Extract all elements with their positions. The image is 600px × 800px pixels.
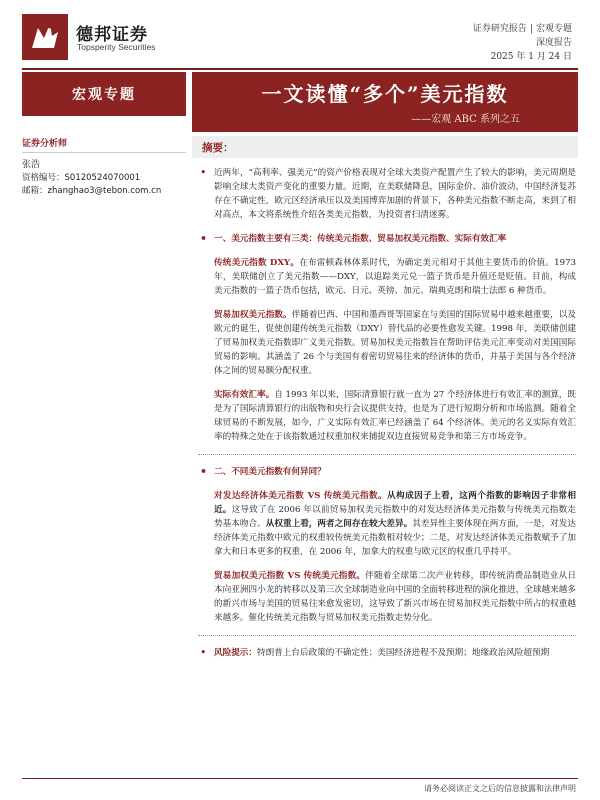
cert-label: 资格编号： <box>22 173 65 183</box>
email-value[interactable]: zhanghao3@tebon.com.cn <box>47 186 162 196</box>
logo-name-en: Topsperity Securities <box>77 42 156 52</box>
advanced-vs-dxy-tail: 其差异性主要体现在两方面，一是，对发达经济体美元指数中欧元的权重较传统美元指数相对较少；二是，对发达经济体美元指数赋予了加拿大和日本更多的权重，在 2006 年，加拿大的权重与欧元区的权重几乎持平。 <box>214 519 576 557</box>
advanced-vs-dxy-paragraph <box>198 489 576 559</box>
advanced-vs-dxy-bold: 从构成因子上看，这两个指数的影响因子非常相近。 <box>214 491 576 515</box>
divider <box>198 635 576 636</box>
trade-vs-dxy-paragraph <box>198 569 576 625</box>
intro-paragraph <box>198 166 576 222</box>
advanced-vs-dxy-bold2: 从权重上看，两者之间存在较大差异。 <box>265 519 413 529</box>
abstract-content <box>198 166 576 660</box>
trade-weighted-body: 伴随着巴西、中国和墨西哥等国家在与美国的国际贸易中越来越重要，以及欧元的诞生，促使创建传统美元指数（DXY）替代品的必要性愈发关键。1998 年，美联储创建了贸易加权美元指数即广义美元指数。贸易加权美元指数旨在帮助评估美元汇率变动对美国国际贸易的影响。其涵盖了 26 个与美国有着密切贸易往来的经济体的货币，并基于美国与各个经济体之间的贸易额分配权重。 <box>214 310 576 376</box>
section-1-heading: • 一、美元指数主要有三类：传统美元指数、贸易加权美元指数、实际有效汇率 <box>200 232 507 245</box>
dxy-lead: 传统美元指数 DXY。 <box>214 258 300 268</box>
header-rule <box>22 68 578 70</box>
report-category: 宏观专题 <box>535 24 572 34</box>
trade-vs-dxy-body: 伴随着全球第二次产业转移，即传统消费品制造业从日本向亚洲四小龙的转移以及第三次全球制造业向中国的全面转移进程的演化推进，全球越来越多的新兴市场与美国的贸易往来愈发密切，这导致了新兴市场在贸易加权美元指数中所占的权重越来越多。催化传统美元指数与贸易加权美元指数走势分化。 <box>214 571 576 623</box>
report-meta <box>473 22 572 64</box>
page-title: 一文读懂“多个”美元指数 <box>261 82 509 106</box>
abstract-bar <box>192 136 578 158</box>
intro-text: 近两年，“高利率、强美元”的资产价格表现对全球大类资产配置产生了较大的影响，美元周期是影响全球大类资产变化的重要力量。近期，在美联储降息，国际金价、油价波动，中国经济复苏存在不确定性，欧元区经济承压以及美国博弈加剧的背景下，各种美元指数不断走高，来到了相对高点，本文将系统性介绍各类美元指数，为投资者扫清迷雾。 <box>214 168 576 220</box>
analyst-cert <box>22 172 186 185</box>
risk-label: 风险提示： <box>214 648 257 658</box>
email-label: 邮箱： <box>22 186 48 196</box>
cert-value: S0120524070001 <box>64 173 141 183</box>
advanced-vs-dxy-lead: 对发达经济体美元指数 VS 传统美元指数。 <box>214 491 388 501</box>
bullet-icon: • <box>200 465 208 478</box>
risk-body: 特朗普上台后政策的不确定性；美国经济进程不及预期；地缘政治风险超预期 <box>256 648 550 658</box>
trade-weighted-lead: 贸易加权美元指数。 <box>214 310 292 320</box>
reer-body: 自 1993 年以来，国际清算银行就一直为 27 个经济体进行有效汇率的测算，既是为了国际清算银行的出版物和央行会议提供支持，也是为了进行短期分析和市场监测。随着全球贸易的不断发展，如今，广义实际有效汇率已经涵盖了 64 个经济体。美元的名义实际有效汇率的特殊之处在于该指数通过权重加权来捕捉双边直接贸易竞争和第三方市场竞争。 <box>214 390 576 442</box>
footer-rule <box>22 778 578 779</box>
footer-disclaimer: 请务必阅读正文之后的信息披露和法律声明 <box>424 784 576 793</box>
analyst-email <box>22 185 186 198</box>
report-header <box>0 0 600 70</box>
report-kind: 深度报告 <box>535 38 572 48</box>
trade-weighted-paragraph <box>198 308 576 378</box>
abstract-label: 摘要： <box>202 142 234 154</box>
analyst-name: 张浩 <box>22 160 41 170</box>
left-column <box>22 72 186 198</box>
bullet-icon: • <box>200 232 208 245</box>
trade-vs-dxy-lead: 贸易加权美元指数 VS 传统美元指数。 <box>214 571 366 581</box>
section-2-heading: • 二、不同美元指数有何异同？ <box>200 465 326 478</box>
bullet-icon: • <box>200 166 207 179</box>
advanced-vs-dxy-mid: 这导致了在 2006 年以前贸易加权美元指数中的对发达经济体美元指数与传统美元指数走势基本吻合。 <box>214 505 576 529</box>
dxy-paragraph <box>198 256 576 298</box>
dxy-body: 在布雷顿森林体系时代，为确定美元相对于其他主要货币的价值。1973 年，美联储创立了美元指数——DXY，以追踪美元兑一篮子货币是升值还是贬值。目前，构成美元指数的一篮子货币包括，欧元、日元、英镑、加元、瑞典克朗和瑞士法郎 6 种货币。 <box>214 258 577 296</box>
reer-paragraph <box>198 388 576 444</box>
category-box: 宏观专题 <box>22 72 186 116</box>
reer-lead: 实际有效汇率。 <box>214 390 275 400</box>
risk-warning <box>198 646 576 660</box>
separator: | <box>529 24 533 34</box>
bullet-icon: • <box>200 646 207 659</box>
report-type: 证券研究报告 <box>472 24 527 34</box>
report-date: 2025 年 1 月 24 日 <box>490 52 572 62</box>
analyst-header: 证券分析师 <box>22 139 68 149</box>
page-subtitle: ——宏观 ABC 系列之五 <box>411 114 520 125</box>
analyst-rule <box>22 152 186 153</box>
logo-name-cn: 德邦证券 <box>76 25 148 45</box>
title-box <box>192 72 578 132</box>
tebon-logo-icon <box>22 14 68 60</box>
divider <box>198 454 576 455</box>
